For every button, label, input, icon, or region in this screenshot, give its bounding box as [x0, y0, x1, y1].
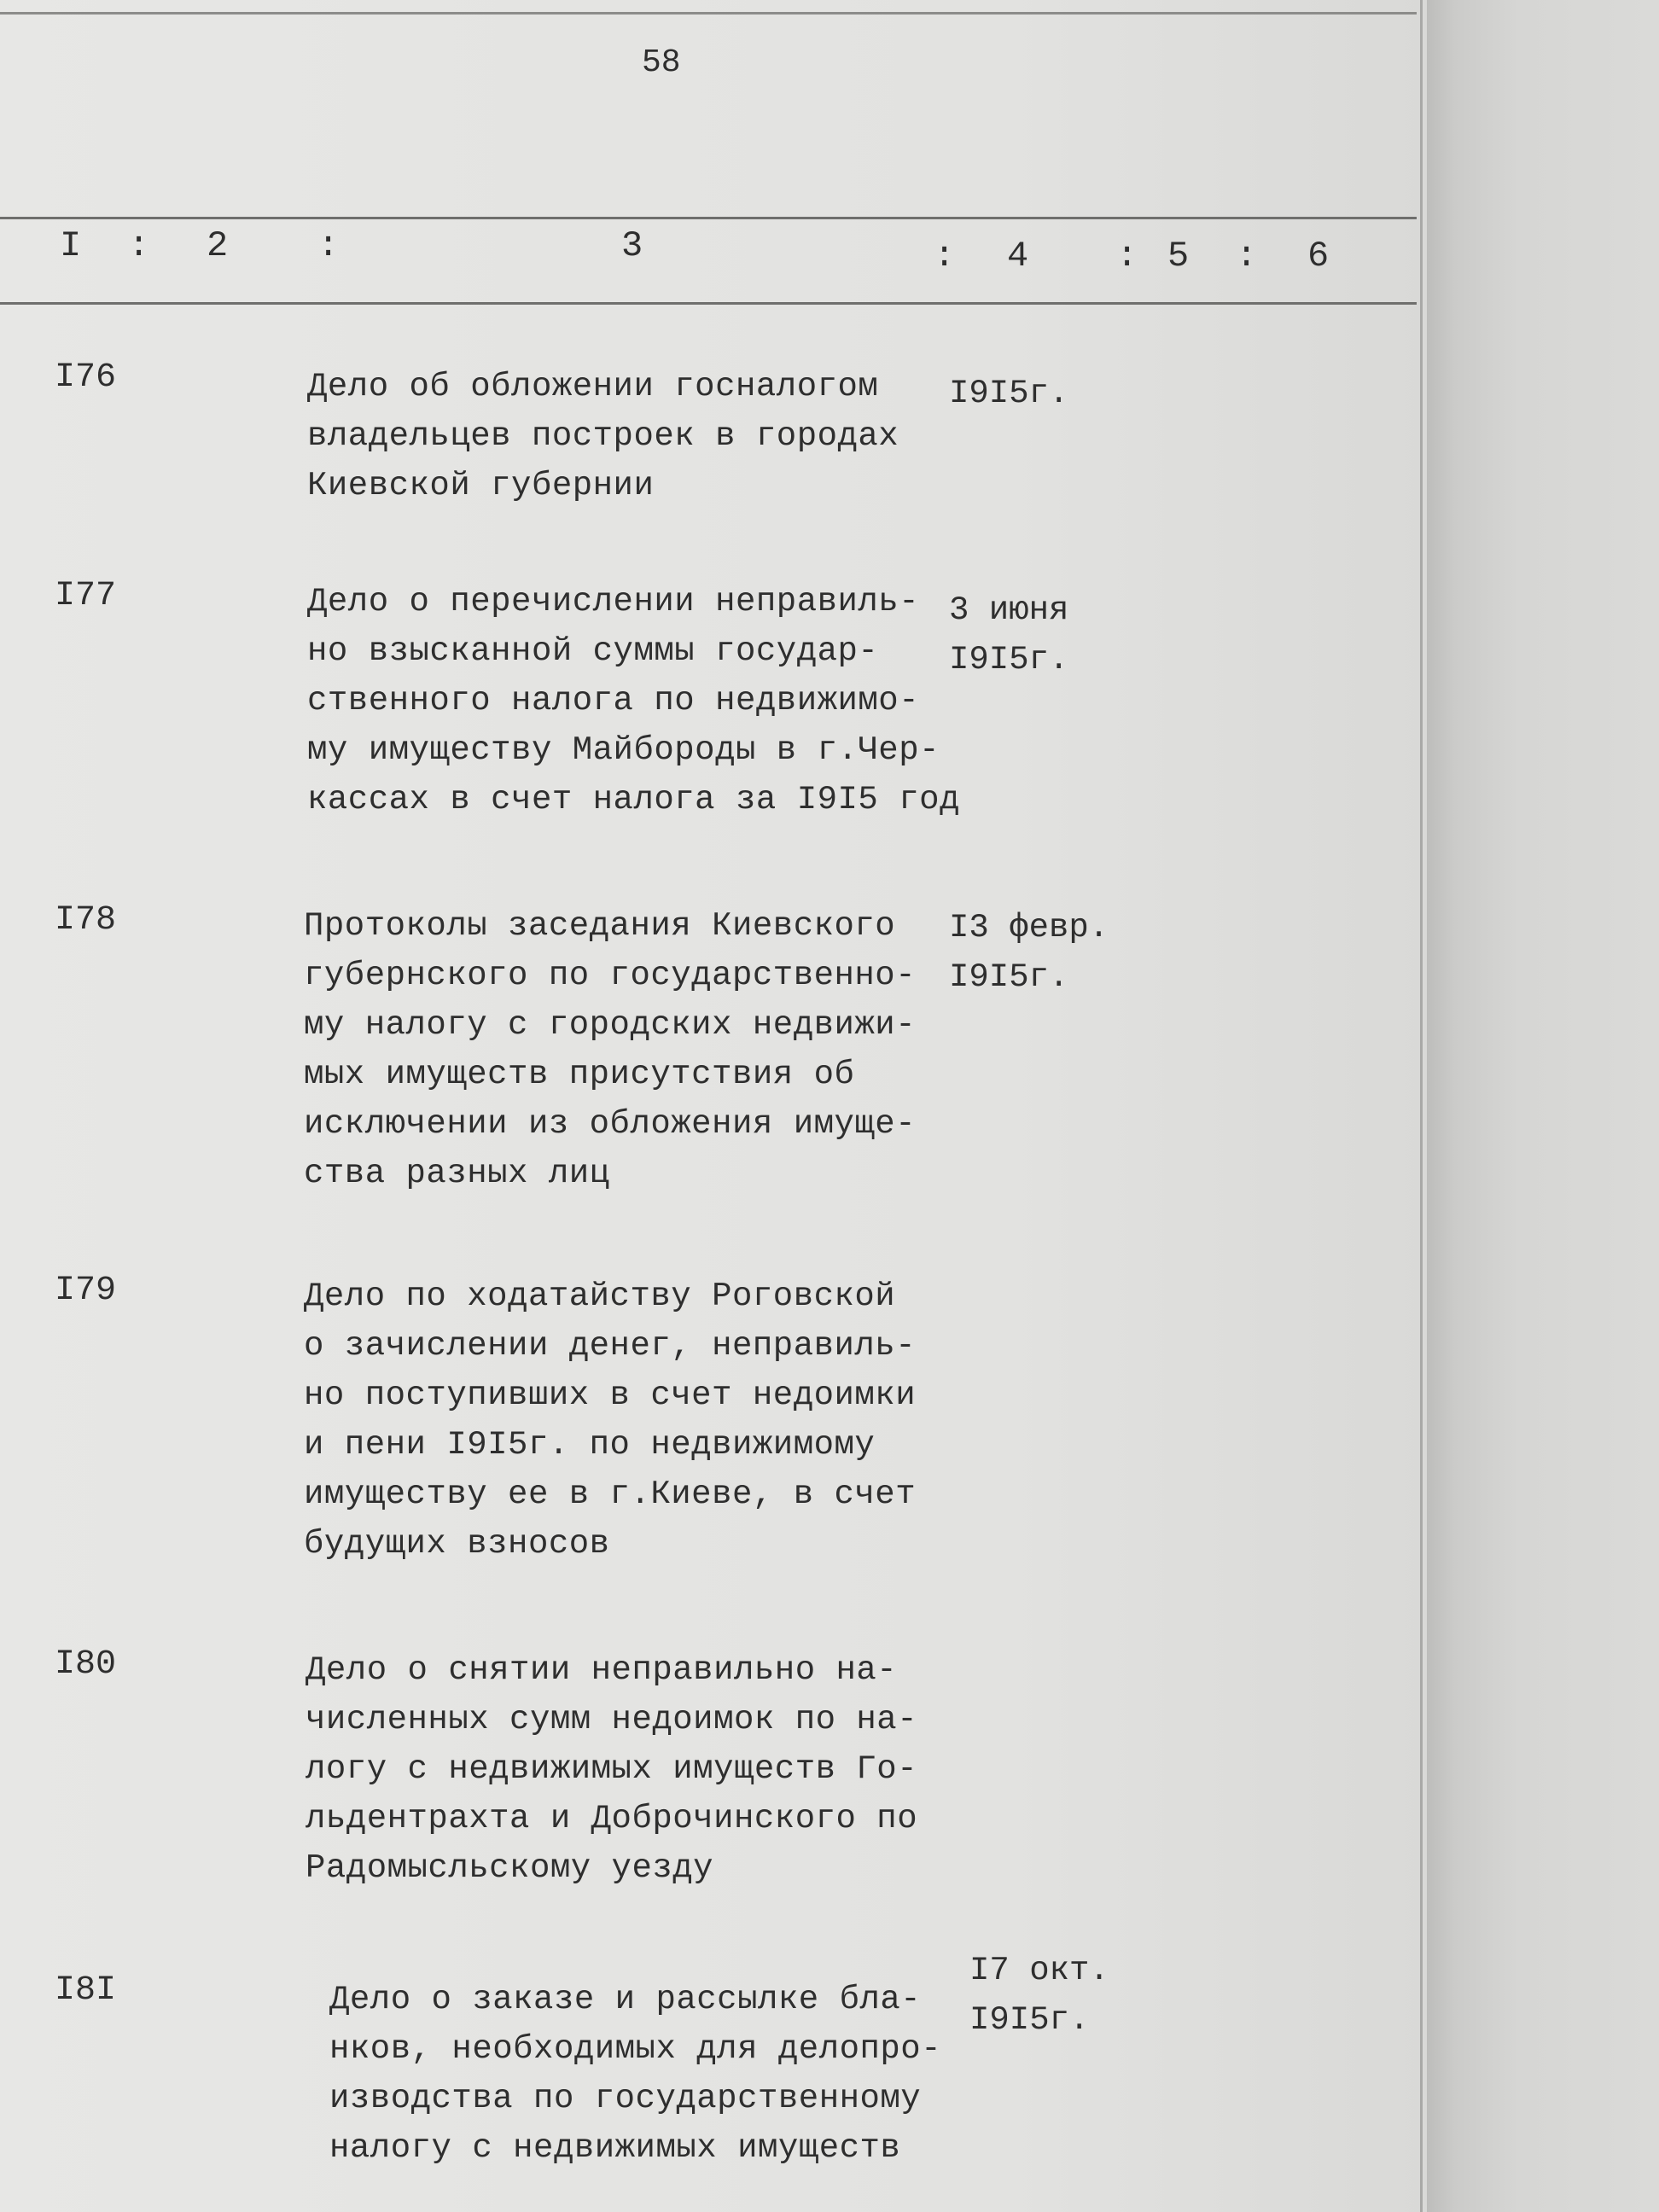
column-header-5: 5 [1167, 236, 1190, 276]
column-header-4: 4 [1007, 236, 1029, 276]
top-page-rule [0, 12, 1417, 15]
description-line: изводства по государственному [329, 2080, 922, 2117]
description-line: численных сумм недоимок по на- [306, 1701, 918, 1738]
entry-number: I80 [55, 1645, 117, 1684]
date-line: I9I5г. [949, 958, 1069, 996]
description-line: ственного налога по недвижимо- [307, 682, 920, 719]
description-line: будущих взносов [304, 1525, 610, 1563]
entry-date [949, 585, 1068, 684]
page-number: 58 [642, 44, 681, 81]
description-line: губернского по государственно- [304, 957, 917, 994]
description-line: му имуществу Майбороды в г.Чер- [307, 731, 940, 769]
entry-date [969, 1946, 1109, 2045]
column-separator: : [1116, 236, 1138, 276]
entry-number: I76 [55, 358, 117, 397]
entry-description [329, 1975, 941, 2173]
description-line: логу с недвижимых имуществ Го- [306, 1750, 918, 1788]
column-header-6: 6 [1307, 236, 1330, 276]
next-page-margin [1427, 0, 1659, 2212]
column-header-band [0, 217, 1417, 307]
description-line: Дело о заказе и рассылке бла- [329, 1981, 922, 2018]
description-line: Дело об обложении госналогом [307, 368, 879, 405]
date-line: I7 окт. [969, 1952, 1109, 1989]
description-line: и пени I9I5г. по недвижимому [304, 1426, 876, 1464]
date-line: I9I5г. [969, 2001, 1090, 2039]
entry-description [304, 1272, 916, 1569]
description-line: но поступивших в счет недоимки [304, 1377, 917, 1414]
description-line: имуществу ее в г.Киеве, в счет [304, 1476, 917, 1513]
entry-description [307, 362, 899, 510]
column-header-1: I [60, 225, 82, 266]
column-separator: : [934, 236, 956, 276]
entry-number: I78 [55, 901, 117, 940]
description-line: му налогу с городских недвижи- [304, 1006, 917, 1044]
header-top-rule [0, 217, 1417, 219]
entry-number: I79 [55, 1272, 117, 1310]
entry-number: I8I [55, 1971, 117, 2010]
date-line: I3 февр. [949, 909, 1109, 946]
description-line: нков, необходимых для делопро- [329, 2030, 942, 2068]
entry-date [949, 903, 1109, 1002]
description-line: кассах в счет налога за I9I5 год [307, 781, 960, 818]
date-line: I9I5г. [949, 641, 1069, 678]
column-header-3: 3 [621, 225, 643, 266]
description-line: о зачислении денег, неправиль- [304, 1327, 917, 1365]
column-separator: : [1236, 236, 1258, 276]
description-line: мых имуществ присутствия об [304, 1056, 855, 1093]
column-header-2: 2 [207, 225, 229, 266]
date-line: I9I5г. [949, 375, 1069, 412]
description-line: Дело о перечислении неправиль- [307, 583, 920, 620]
date-line: 3 июня [949, 591, 1069, 629]
header-bottom-rule [0, 302, 1417, 305]
description-line: Протоколы заседания Киевского [304, 907, 896, 945]
description-line: налогу с недвижимых имуществ [329, 2129, 901, 2167]
column-separator: : [128, 225, 150, 266]
entry-number: I77 [55, 577, 117, 615]
entry-date [949, 369, 1068, 418]
entry-description [304, 901, 916, 1198]
description-line: но взысканной суммы государ- [307, 632, 879, 670]
entry-description [306, 1645, 917, 1893]
description-line: Дело о снятии неправильно на- [306, 1651, 898, 1689]
description-line: Дело по ходатайству Роговской [304, 1278, 896, 1315]
column-separator: : [317, 225, 340, 266]
page-fold-edge [1420, 0, 1423, 2212]
description-line: исключении из обложения имуще- [304, 1105, 917, 1143]
entry-description [307, 577, 960, 824]
description-line: владельцев построек в городах [307, 417, 899, 455]
description-line: Киевской губернии [307, 467, 655, 504]
description-line: льдентрахта и Доброчинского по [306, 1800, 918, 1837]
description-line: ства разных лиц [304, 1155, 610, 1192]
description-line: Радомысльскому уезду [306, 1849, 714, 1887]
